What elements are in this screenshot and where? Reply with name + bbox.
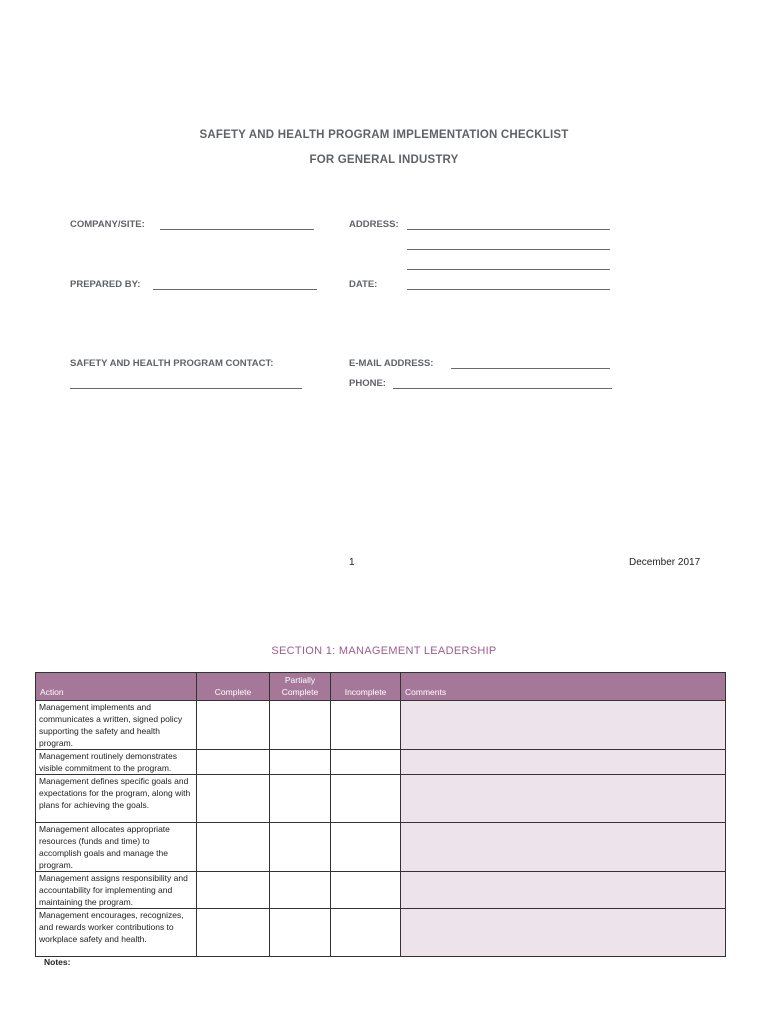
comments-cell[interactable] <box>401 872 726 909</box>
action-text: Management implements and communicates a written, signed policy supporting the safety and health program. <box>36 701 197 750</box>
complete-cell[interactable] <box>197 775 270 823</box>
email-field[interactable] <box>451 368 610 369</box>
column-header-action: Action <box>36 673 197 701</box>
complete-cell[interactable] <box>197 823 270 872</box>
date-label: DATE: <box>349 279 378 290</box>
address-label: ADDRESS: <box>349 219 399 230</box>
page-number: 1 <box>349 557 355 568</box>
table-row <box>36 823 726 872</box>
complete-cell[interactable] <box>197 909 270 957</box>
program-contact-label: SAFETY AND HEALTH PROGRAM CONTACT: <box>70 358 274 369</box>
action-text: Management routinely demonstrates visible commitment to the program. <box>36 750 197 775</box>
date-field[interactable] <box>407 289 610 290</box>
incomplete-cell[interactable] <box>331 823 401 872</box>
address-field-line-2[interactable] <box>407 249 610 250</box>
section-title: SECTION 1: MANAGEMENT LEADERSHIP <box>271 645 497 657</box>
column-header-partially-complete <box>270 673 331 701</box>
incomplete-cell[interactable] <box>331 872 401 909</box>
prepared-by-field[interactable] <box>153 289 317 290</box>
partially-complete-cell[interactable] <box>270 775 331 823</box>
partially-complete-cell[interactable] <box>270 750 331 775</box>
program-contact-field[interactable] <box>70 388 302 389</box>
complete-cell[interactable] <box>197 750 270 775</box>
incomplete-cell[interactable] <box>331 909 401 957</box>
partially-complete-cell[interactable] <box>270 701 331 750</box>
phone-label: PHONE: <box>349 378 386 389</box>
prepared-by-label: PREPARED BY: <box>70 279 141 290</box>
action-text: Management encourages, recognizes, and rewards worker contributions to workplace safety and health. <box>36 909 197 957</box>
company-site-field[interactable] <box>160 229 314 230</box>
incomplete-cell[interactable] <box>331 775 401 823</box>
incomplete-cell[interactable] <box>331 701 401 750</box>
table-row <box>36 909 726 957</box>
company-site-label: COMPANY/SITE: <box>70 219 145 230</box>
partially-complete-cell[interactable] <box>270 823 331 872</box>
action-text: Management defines specific goals and expectations for the program, along with plans for achieving the goals. <box>36 775 197 823</box>
address-field-line-3[interactable] <box>407 269 610 270</box>
partially-complete-cell[interactable] <box>270 909 331 957</box>
column-header-incomplete: Incomplete <box>331 673 401 701</box>
comments-cell[interactable] <box>401 775 726 823</box>
email-label: E-MAIL ADDRESS: <box>349 358 434 369</box>
complete-cell[interactable] <box>197 701 270 750</box>
table-row <box>36 750 726 775</box>
notes-label: Notes: <box>44 957 71 967</box>
table-row <box>36 701 726 750</box>
complete-cell[interactable] <box>197 872 270 909</box>
document-title: SAFETY AND HEALTH PROGRAM IMPLEMENTATION CHECKLIST <box>199 129 569 141</box>
action-text: Management assigns responsibility and accountability for implementing and maintaining the program. <box>36 872 197 909</box>
checklist-table <box>35 672 726 957</box>
partially-complete-cell[interactable] <box>270 872 331 909</box>
table-header-row <box>36 673 726 701</box>
comments-cell[interactable] <box>401 823 726 872</box>
column-header-complete: Complete <box>197 673 270 701</box>
table-row <box>36 775 726 823</box>
incomplete-cell[interactable] <box>331 750 401 775</box>
action-text: Management allocates appropriate resources (funds and time) to accomplish goals and manage the program. <box>36 823 197 872</box>
footer-date: December 2017 <box>629 557 701 568</box>
comments-cell[interactable] <box>401 909 726 957</box>
column-header-partially-line2: Complete <box>281 687 319 697</box>
document-subtitle: FOR GENERAL INDUSTRY <box>309 154 459 166</box>
comments-cell[interactable] <box>401 750 726 775</box>
comments-cell[interactable] <box>401 701 726 750</box>
table-row <box>36 872 726 909</box>
address-field-line-1[interactable] <box>407 229 610 230</box>
column-header-partially-line1: Partially <box>284 675 316 685</box>
column-header-comments: Comments <box>401 673 726 701</box>
phone-field[interactable] <box>393 388 612 389</box>
